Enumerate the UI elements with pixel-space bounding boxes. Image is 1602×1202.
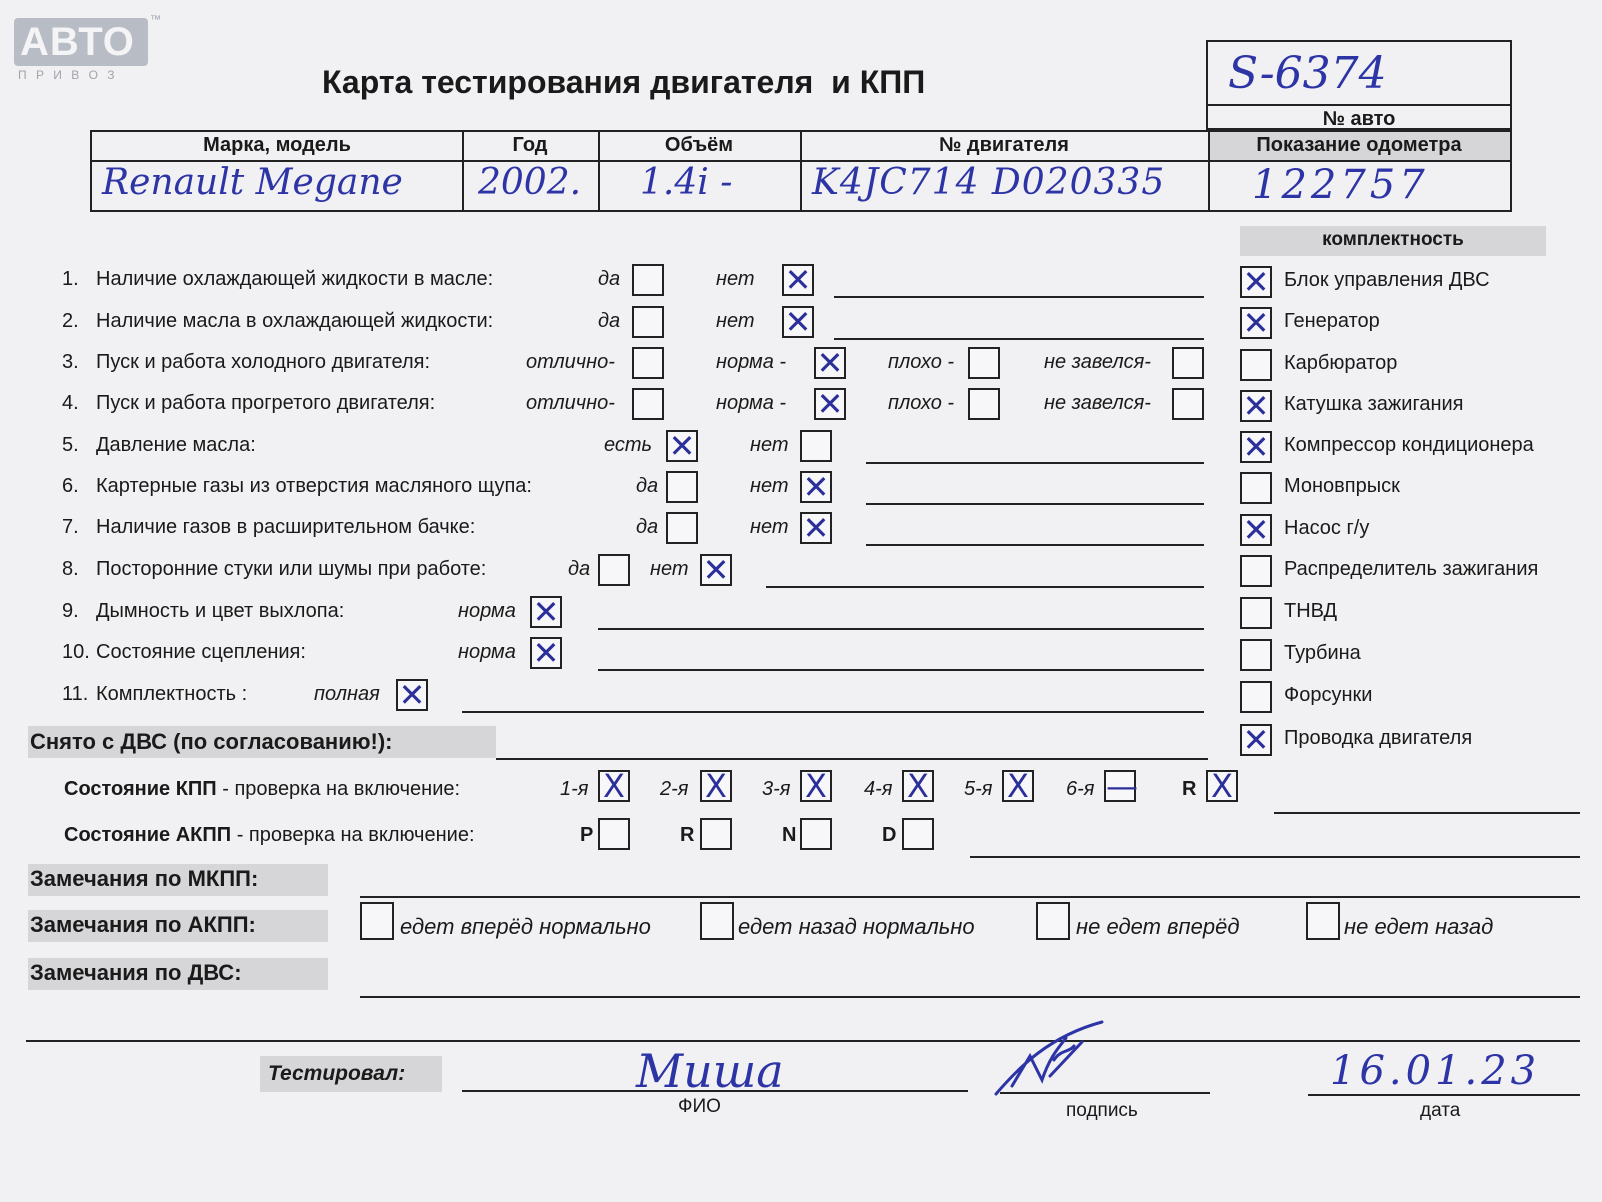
check-number: 7.: [62, 516, 79, 538]
check-option-label: плохо -: [888, 392, 955, 414]
col-engine-no: № двигателя: [939, 134, 1069, 156]
check-label: Пуск и работа прогретого двигателя:: [96, 392, 436, 414]
check-option-box[interactable]: [800, 509, 832, 547]
check-label: Наличие охлаждающей жидкости в масле:: [96, 268, 494, 290]
komplekt-item-label: Проводка двигателя: [1284, 727, 1473, 749]
kpp-gear-label: R: [1182, 778, 1197, 800]
check-option-box[interactable]: [666, 471, 698, 503]
check-option-box[interactable]: [530, 593, 562, 631]
check-option-box[interactable]: [1172, 347, 1204, 379]
check-option-box[interactable]: [666, 427, 698, 465]
check-option-box-mark: ✕: [816, 344, 844, 382]
komplekt-item-box[interactable]: [1240, 681, 1272, 713]
check-option-box[interactable]: [632, 388, 664, 420]
check-option-box[interactable]: [632, 347, 664, 379]
akpp-mode-label: P: [580, 824, 594, 846]
komplekt-item-box[interactable]: [1240, 721, 1272, 759]
removed-label: Снято с ДВС (по согласованию!):: [30, 729, 393, 754]
col-volume: Объём: [664, 134, 734, 156]
komplekt-item-label: Блок управления ДВС: [1284, 269, 1490, 291]
auto-number-value: S-6374: [1228, 48, 1387, 99]
kpp-label: [64, 778, 460, 801]
check-option-label: нет: [650, 558, 689, 580]
auto-number-label: № авто: [1322, 108, 1396, 130]
komplekt-item-label: Генератор: [1284, 310, 1380, 332]
akpp-remark-box[interactable]: [700, 902, 734, 940]
col-make-model: Марка, модель: [203, 134, 351, 156]
tested-label: Тестировал:: [268, 1062, 406, 1085]
check-option-box-mark: ✕: [702, 551, 730, 589]
check-option-box[interactable]: [1172, 388, 1204, 420]
fio-label: ФИО: [678, 1096, 721, 1117]
check-option-box-mark: ✕: [816, 385, 844, 423]
signature: [990, 1016, 1120, 1100]
komplekt-item-box-mark: ✕: [1242, 721, 1270, 759]
val-volume: 1.4i -: [640, 162, 733, 203]
kpp-gear-mark: —: [1106, 767, 1138, 805]
komplekt-item-box-mark: ✕: [1242, 511, 1270, 549]
check-number: 11.: [62, 683, 89, 705]
check-option-label: отлично-: [526, 351, 615, 373]
kpp-gear-label: 2-я: [660, 778, 689, 800]
remarks-mkpp-label: Замечания по МКПП:: [30, 866, 259, 891]
check-label: Наличие газов в расширительном бачке:: [96, 516, 476, 538]
kpp-gear-mark: X: [705, 767, 727, 805]
check-option-box[interactable]: [530, 634, 562, 672]
akpp-remark-label: едет вперёд нормально: [400, 914, 651, 939]
col-odometer: Показание одометра: [1256, 134, 1462, 156]
kpp-gear-box[interactable]: [1002, 767, 1034, 805]
komplekt-item-label: Карбюратор: [1284, 352, 1398, 374]
check-option-box[interactable]: [782, 261, 814, 299]
akpp-remark-label: не едет назад: [1344, 914, 1494, 939]
date-value: 16.01.23: [1330, 1048, 1541, 1094]
komplekt-item-box[interactable]: [1240, 597, 1272, 629]
komplekt-title: комплектность: [1322, 229, 1464, 250]
page-title: Карта тестирования двигателя и КПП: [322, 64, 926, 100]
check-label: Картерные газы из отверстия масляного щупа:: [96, 475, 532, 497]
kpp-gear-mark: X: [907, 767, 929, 805]
check-option-box[interactable]: [700, 551, 732, 589]
check-option-label: нет: [750, 434, 789, 456]
komplekt-item-box[interactable]: [1240, 555, 1272, 587]
akpp-mode-label: R: [680, 824, 695, 846]
logo: [14, 18, 148, 66]
komplekt-item-box[interactable]: [1240, 387, 1272, 425]
akpp-remark-label: не едет вперёд: [1076, 914, 1240, 939]
remarks-dvs-label: Замечания по ДВС:: [30, 960, 242, 985]
kpp-gear-label: 5-я: [964, 778, 993, 800]
auto-number-box: [1206, 40, 1512, 130]
kpp-gear-label: 1-я: [560, 778, 589, 800]
kpp-gear-box[interactable]: [800, 767, 832, 805]
check-option-box[interactable]: [396, 676, 428, 714]
check-option-box-mark: ✕: [668, 427, 696, 465]
check-option-box[interactable]: [632, 306, 664, 338]
kpp-gear-box[interactable]: [1104, 767, 1138, 805]
komplekt-item-box[interactable]: [1240, 472, 1272, 504]
kpp-gear-label: 3-я: [762, 778, 791, 800]
check-option-box[interactable]: [632, 264, 664, 296]
check-option-label: норма -: [716, 392, 787, 414]
kpp-gear-mark: X: [603, 767, 625, 805]
akpp-mode-box[interactable]: [700, 818, 732, 850]
komplekt-item-label: Распределитель зажигания: [1284, 558, 1539, 580]
komplekt-item-label: Моновпрыск: [1284, 475, 1400, 497]
akpp-remark-box[interactable]: [360, 902, 394, 940]
kpp-gear-box[interactable]: [700, 767, 732, 805]
val-odometer: 122757: [1252, 162, 1429, 208]
logo-tm: ™: [150, 14, 161, 26]
komplekt-item-box[interactable]: [1240, 639, 1272, 671]
check-number: 5.: [62, 434, 79, 456]
check-option-label: норма -: [716, 351, 787, 373]
komplekt-item-label: Турбина: [1284, 642, 1361, 664]
check-number: 4.: [62, 392, 79, 414]
check-option-label: да: [636, 516, 659, 538]
check-label: Посторонние стуки или шумы при работе:: [96, 558, 487, 580]
komplekt-item-label: ТНВД: [1284, 600, 1338, 622]
check-option-label: да: [598, 268, 621, 290]
akpp-label: [64, 824, 475, 847]
check-option-label: нет: [716, 268, 755, 290]
komplekt-item-label: Насос г/у: [1284, 517, 1370, 539]
check-option-label: плохо -: [888, 351, 955, 373]
check-option-label: полная: [314, 683, 380, 705]
check-option-box[interactable]: [814, 344, 846, 382]
komplekt-item-box-mark: ✕: [1242, 387, 1270, 425]
check-label: Состояние сцепления:: [96, 641, 306, 663]
check-label: Комплектность :: [96, 683, 248, 705]
check-label: Дымность и цвет выхлопа:: [96, 600, 345, 622]
check-number: 9.: [62, 600, 79, 622]
val-make-model: Renault Megane: [102, 162, 403, 203]
sign-label: подпись: [1066, 1100, 1138, 1121]
remarks-akpp-label: Замечания по АКПП:: [30, 912, 256, 937]
check-number: 6.: [62, 475, 79, 497]
check-option-label: не завелся-: [1044, 351, 1151, 373]
val-engine-no: K4JC714 D020335: [812, 162, 1166, 203]
check-option-box-mark: ✕: [532, 634, 560, 672]
check-option-box[interactable]: [968, 347, 1000, 379]
kpp-gear-box[interactable]: [598, 767, 630, 805]
check-number: 3.: [62, 351, 79, 373]
kpp-label-rest: - проверка на включение:: [216, 778, 461, 800]
akpp-mode-box[interactable]: [902, 818, 934, 850]
akpp-remark-box[interactable]: [1306, 902, 1340, 940]
komplekt-item-box[interactable]: [1240, 511, 1272, 549]
check-option-label: нет: [750, 516, 789, 538]
check-option-label: есть: [604, 434, 653, 456]
kpp-label-bold: Состояние КПП: [64, 778, 217, 800]
akpp-mode-box[interactable]: [800, 818, 832, 850]
komplekt-item-box-mark: ✕: [1242, 304, 1270, 342]
check-option-box[interactable]: [666, 512, 698, 544]
komplekt-item-box[interactable]: [1240, 304, 1272, 342]
check-number: 2.: [62, 310, 79, 332]
check-option-label: не завелся-: [1044, 392, 1151, 414]
kpp-gear-mark: X: [1007, 767, 1029, 805]
komplekt-item-label: Форсунки: [1284, 684, 1373, 706]
komplekt-item-box[interactable]: [1240, 263, 1272, 301]
check-option-box[interactable]: [800, 468, 832, 506]
col-year: Год: [512, 134, 548, 156]
check-option-box[interactable]: [800, 430, 832, 462]
check-option-label: нет: [750, 475, 789, 497]
check-option-box-mark: ✕: [784, 303, 812, 341]
komplekt-item-label: Компрессор кондиционера: [1284, 434, 1534, 456]
kpp-gear-label: 4-я: [864, 778, 893, 800]
val-year: 2002.: [478, 162, 582, 203]
komplekt-item-box[interactable]: [1240, 349, 1272, 381]
akpp-remark-label: едет назад нормально: [738, 914, 975, 939]
check-number: 10.: [62, 641, 90, 663]
komplekt-item-box[interactable]: [1240, 428, 1272, 466]
check-option-box[interactable]: [814, 385, 846, 423]
akpp-label-bold: Состояние АКПП: [64, 824, 232, 846]
kpp-gear-box[interactable]: [902, 767, 934, 805]
komplekt-item-box-mark: ✕: [1242, 263, 1270, 301]
fio-value: Миша: [636, 1044, 784, 1098]
check-number: 1.: [62, 268, 79, 290]
check-option-box[interactable]: [782, 303, 814, 341]
check-option-box[interactable]: [598, 554, 630, 586]
kpp-gear-box[interactable]: [1206, 767, 1238, 805]
check-option-label: нет: [716, 310, 755, 332]
vehicle-table: [90, 130, 1512, 212]
check-option-label: да: [568, 558, 591, 580]
komplekt-item-label: Катушка зажигания: [1284, 393, 1464, 415]
check-option-label: да: [598, 310, 621, 332]
date-label: дата: [1420, 1100, 1461, 1121]
kpp-gear-mark: X: [805, 767, 827, 805]
akpp-mode-label: N: [782, 824, 797, 846]
check-option-box-mark: ✕: [802, 468, 830, 506]
check-option-label: норма: [458, 641, 516, 663]
akpp-label-rest: - проверка на включение:: [231, 824, 475, 846]
check-option-box[interactable]: [968, 388, 1000, 420]
akpp-mode-label: D: [882, 824, 897, 846]
akpp-remark-box[interactable]: [1036, 902, 1070, 940]
check-option-box-mark: ✕: [532, 593, 560, 631]
check-option-box-mark: ✕: [802, 509, 830, 547]
kpp-gear-label: 6-я: [1066, 778, 1095, 800]
check-option-box-mark: ✕: [784, 261, 812, 299]
logo-sub: П Р И В О З: [18, 68, 118, 82]
kpp-gear-mark: X: [1211, 767, 1233, 805]
check-label: Пуск и работа холодного двигателя:: [96, 351, 431, 373]
check-option-label: норма: [458, 600, 516, 622]
check-label: Наличие масла в охлаждающей жидкости:: [96, 310, 494, 332]
akpp-mode-box[interactable]: [598, 818, 630, 850]
check-option-label: отлично-: [526, 392, 615, 414]
check-number: 8.: [62, 558, 79, 580]
check-option-box-mark: ✕: [398, 676, 426, 714]
komplekt-item-box-mark: ✕: [1242, 428, 1270, 466]
logo-main: АВТО: [20, 20, 135, 64]
check-option-label: да: [636, 475, 659, 497]
check-label: Давление масла:: [96, 434, 256, 456]
